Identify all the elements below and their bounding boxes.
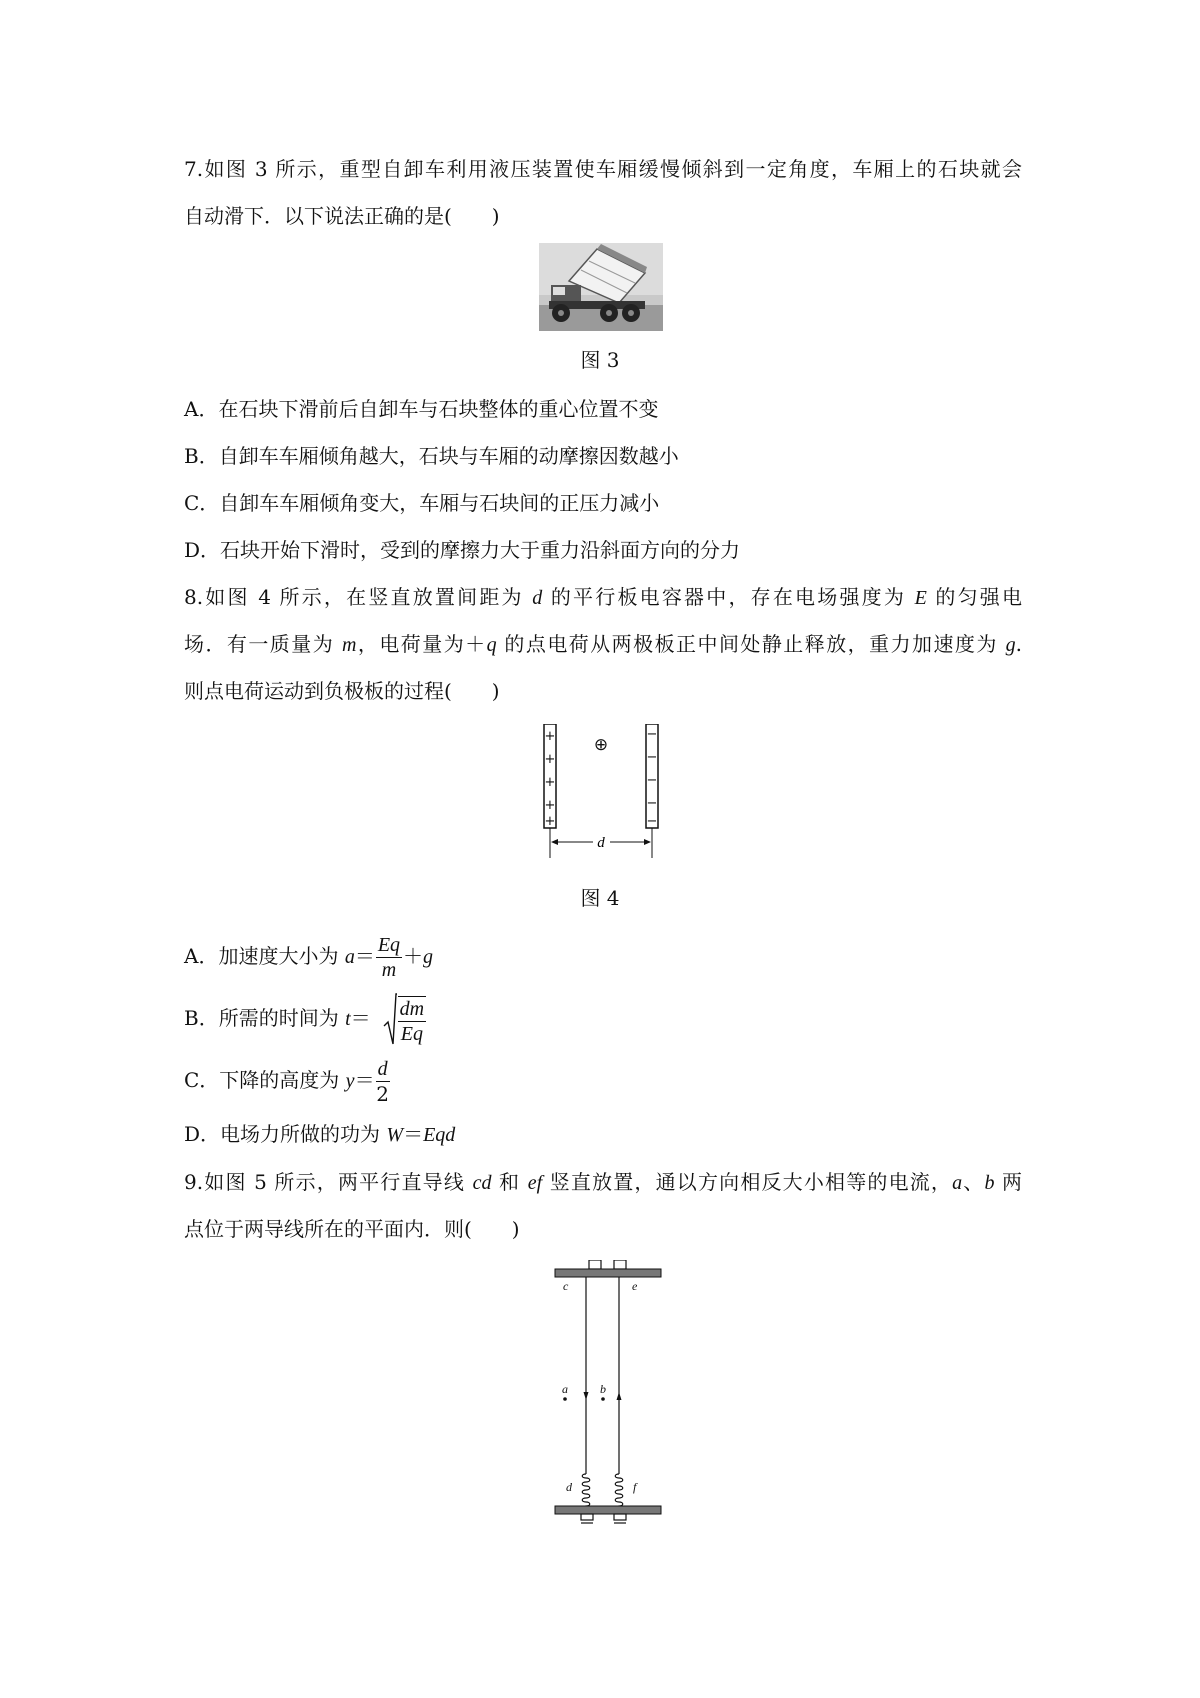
minus-sign: − (646, 796, 658, 811)
q8-option-c: C．下降的高度为 y＝ $\frac{d}{2}$ (184, 1058, 389, 1106)
label-a: a (562, 1382, 568, 1396)
q7-option-a: A．在石块下滑前后自卸车与石块整体的重心位置不变 (184, 397, 659, 421)
plus-sign: + (544, 798, 556, 813)
q9-stem-line1: 9.如图 5 所示，两平行直导线 cd 和 ef 竖直放置，通以方向相反大小相等的电流，a、b 两 (184, 1170, 1023, 1194)
capacitor-diagram (538, 724, 666, 860)
q8-option-a: A．加速度大小为 a＝ $\frac{Eq}{m}$ ＋g (184, 934, 434, 981)
point-charge: ⊕ (593, 735, 609, 755)
q7-option-d: D．石块开始下滑时，受到的摩擦力大于重力沿斜面方向的分力 (184, 538, 741, 562)
q8-option-d: D．电场力所做的功为 W＝Eqd (184, 1122, 456, 1146)
q8-option-b: B．所需的时间为 t＝ $\frac{dm}{Eq}$ (184, 990, 427, 1048)
q7-stem-line2: 自动滑下．以下说法正确的是( ) (184, 204, 500, 228)
label-c: c (563, 1279, 569, 1293)
figure-4-caption: 图 4 (580, 886, 620, 910)
gap-label: d (597, 835, 605, 851)
label-d: d (566, 1480, 572, 1494)
minus-sign: − (646, 750, 658, 765)
parallel-wires-diagram (553, 1260, 663, 1524)
plus-sign: + (544, 814, 556, 829)
label-e: e (632, 1279, 638, 1293)
label-b: b (600, 1382, 606, 1396)
dump-truck-photo (539, 243, 663, 331)
q8-stem-line2: 场．有一质量为 m，电荷量为＋q 的点电荷从两极板正中间处静止释放，重力加速度为 g. (184, 632, 1023, 656)
plus-sign: + (544, 775, 556, 790)
q8-stem-line1: 8.如图 4 所示，在竖直放置间距为 d 的平行板电容器中，存在电场强度为 E 的匀强电 (184, 585, 1023, 609)
q7-option-c: C．自卸车车厢倾角变大，车厢与石块间的正压力减小 (184, 491, 660, 515)
plus-sign: + (544, 729, 556, 744)
q8-stem-line3: 则点电荷运动到负极板的过程( ) (184, 679, 500, 703)
plus-sign: + (544, 752, 556, 767)
q9-stem-line2: 点位于两导线所在的平面内．则( ) (184, 1217, 520, 1241)
minus-sign: − (646, 814, 658, 829)
minus-sign: − (646, 773, 658, 788)
figure-3-caption: 图 3 (580, 348, 620, 372)
q7-option-b: B．自卸车车厢倾角越大，石块与车厢的动摩擦因数越小 (184, 444, 679, 468)
minus-sign: − (646, 727, 658, 742)
label-f: f (633, 1480, 637, 1494)
q7-stem-line1: 7.如图 3 所示，重型自卸车利用液压装置使车厢缓慢倾斜到一定角度，车厢上的石块就会 (184, 157, 1022, 181)
